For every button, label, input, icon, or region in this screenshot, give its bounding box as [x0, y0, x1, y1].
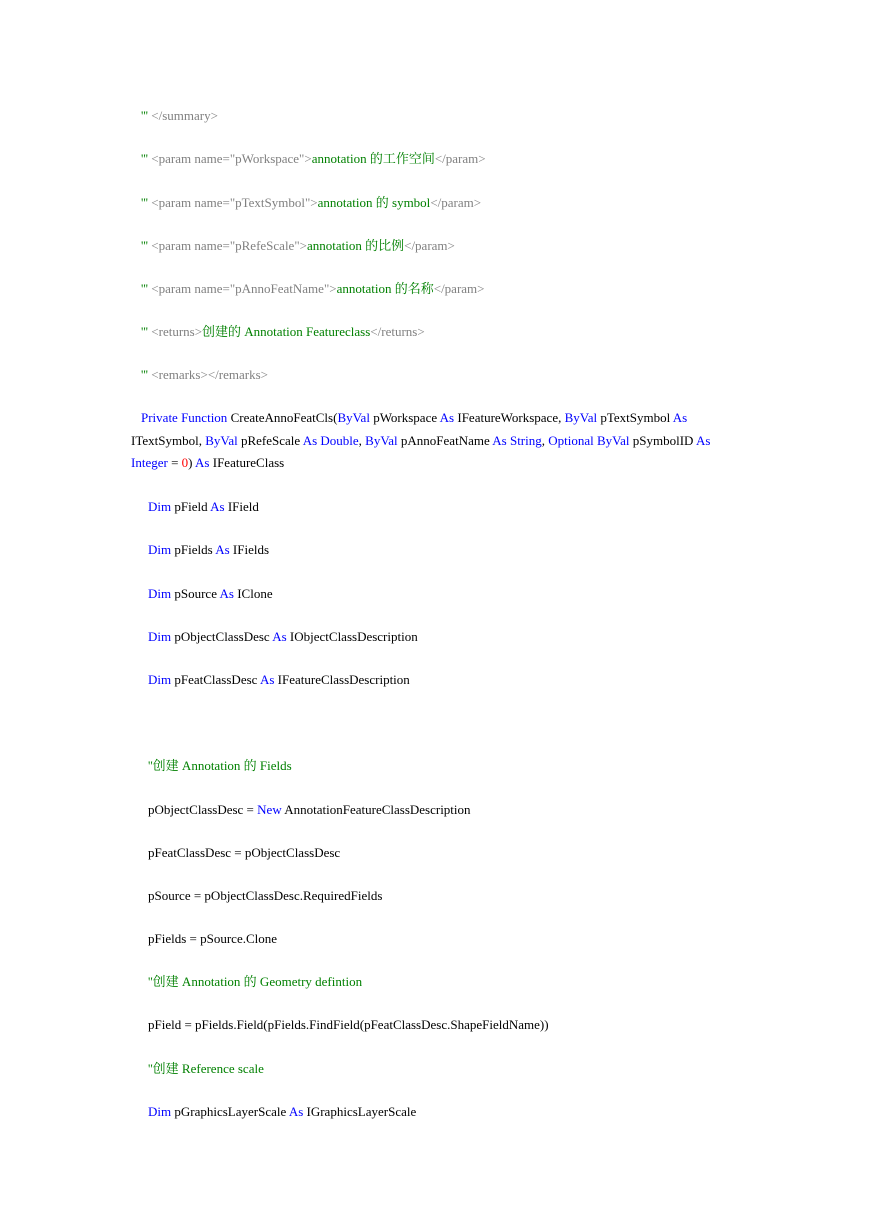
doc-comment-param-refescale: ''' <param name="pRefeScale">annotation 的比例</param> — [141, 238, 455, 253]
doc-comment-param-textsymbol: ''' <param name="pTextSymbol">annotation 的 symbol</param> — [141, 195, 482, 210]
doc-comment-param-workspace: ''' <param name="pWorkspace">annotation 的工作空间</param> — [141, 151, 486, 166]
doc-comment-param-annofeatname: ''' <param name="pAnnoFeatName">annotation 的名称</param> — [141, 281, 485, 296]
stmt-field-shape: pField = pFields.Field(pFields.FindField(pFeatClassDesc.ShapeFieldName)) — [148, 1017, 549, 1032]
comment-reference-scale: ''创建 Reference scale — [148, 1061, 264, 1076]
stmt-new-desc: pObjectClassDesc = New AnnotationFeatureClassDescription — [148, 802, 471, 817]
dim-psource: Dim pSource As IClone — [148, 586, 273, 601]
stmt-fields-clone: pFields = pSource.Clone — [148, 931, 278, 946]
dim-pfield: Dim pField As IField — [148, 499, 259, 514]
doc-comment-returns: ''' <returns>创建的 Annotation Featureclass</returns> — [141, 324, 425, 339]
comment-create-fields: ''创建 Annotation 的 Fields — [148, 758, 292, 773]
dim-pfeatclassdesc: Dim pFeatClassDesc As IFeatureClassDescription — [148, 672, 410, 687]
function-signature: Private Function CreateAnnoFeatCls(ByVal pWorkspace As IFeatureWorkspace, ByVal pTextSymbol As ITextSymbol, ByVal pRefeScale As Double, ByVal pAnnoFeatName As String, Optional ByVal pSymbolID As Integer = 0) As IFeatureClass — [131, 410, 711, 470]
doc-comment-summary-close: ''' </summary> — [141, 108, 218, 123]
stmt-featclassdesc: pFeatClassDesc = pObjectClassDesc — [148, 845, 341, 860]
dim-pfields: Dim pFields As IFields — [148, 542, 270, 557]
doc-comment-remarks: ''' <remarks></remarks> — [141, 367, 268, 382]
dim-pgraphicslayerscale: Dim pGraphicsLayerScale As IGraphicsLayerScale — [148, 1104, 417, 1119]
comment-geometry: ''创建 Annotation 的 Geometry defintion — [148, 974, 363, 989]
dim-pobjectclassdesc: Dim pObjectClassDesc As IObjectClassDescription — [148, 629, 418, 644]
stmt-source: pSource = pObjectClassDesc.RequiredFields — [148, 888, 383, 903]
